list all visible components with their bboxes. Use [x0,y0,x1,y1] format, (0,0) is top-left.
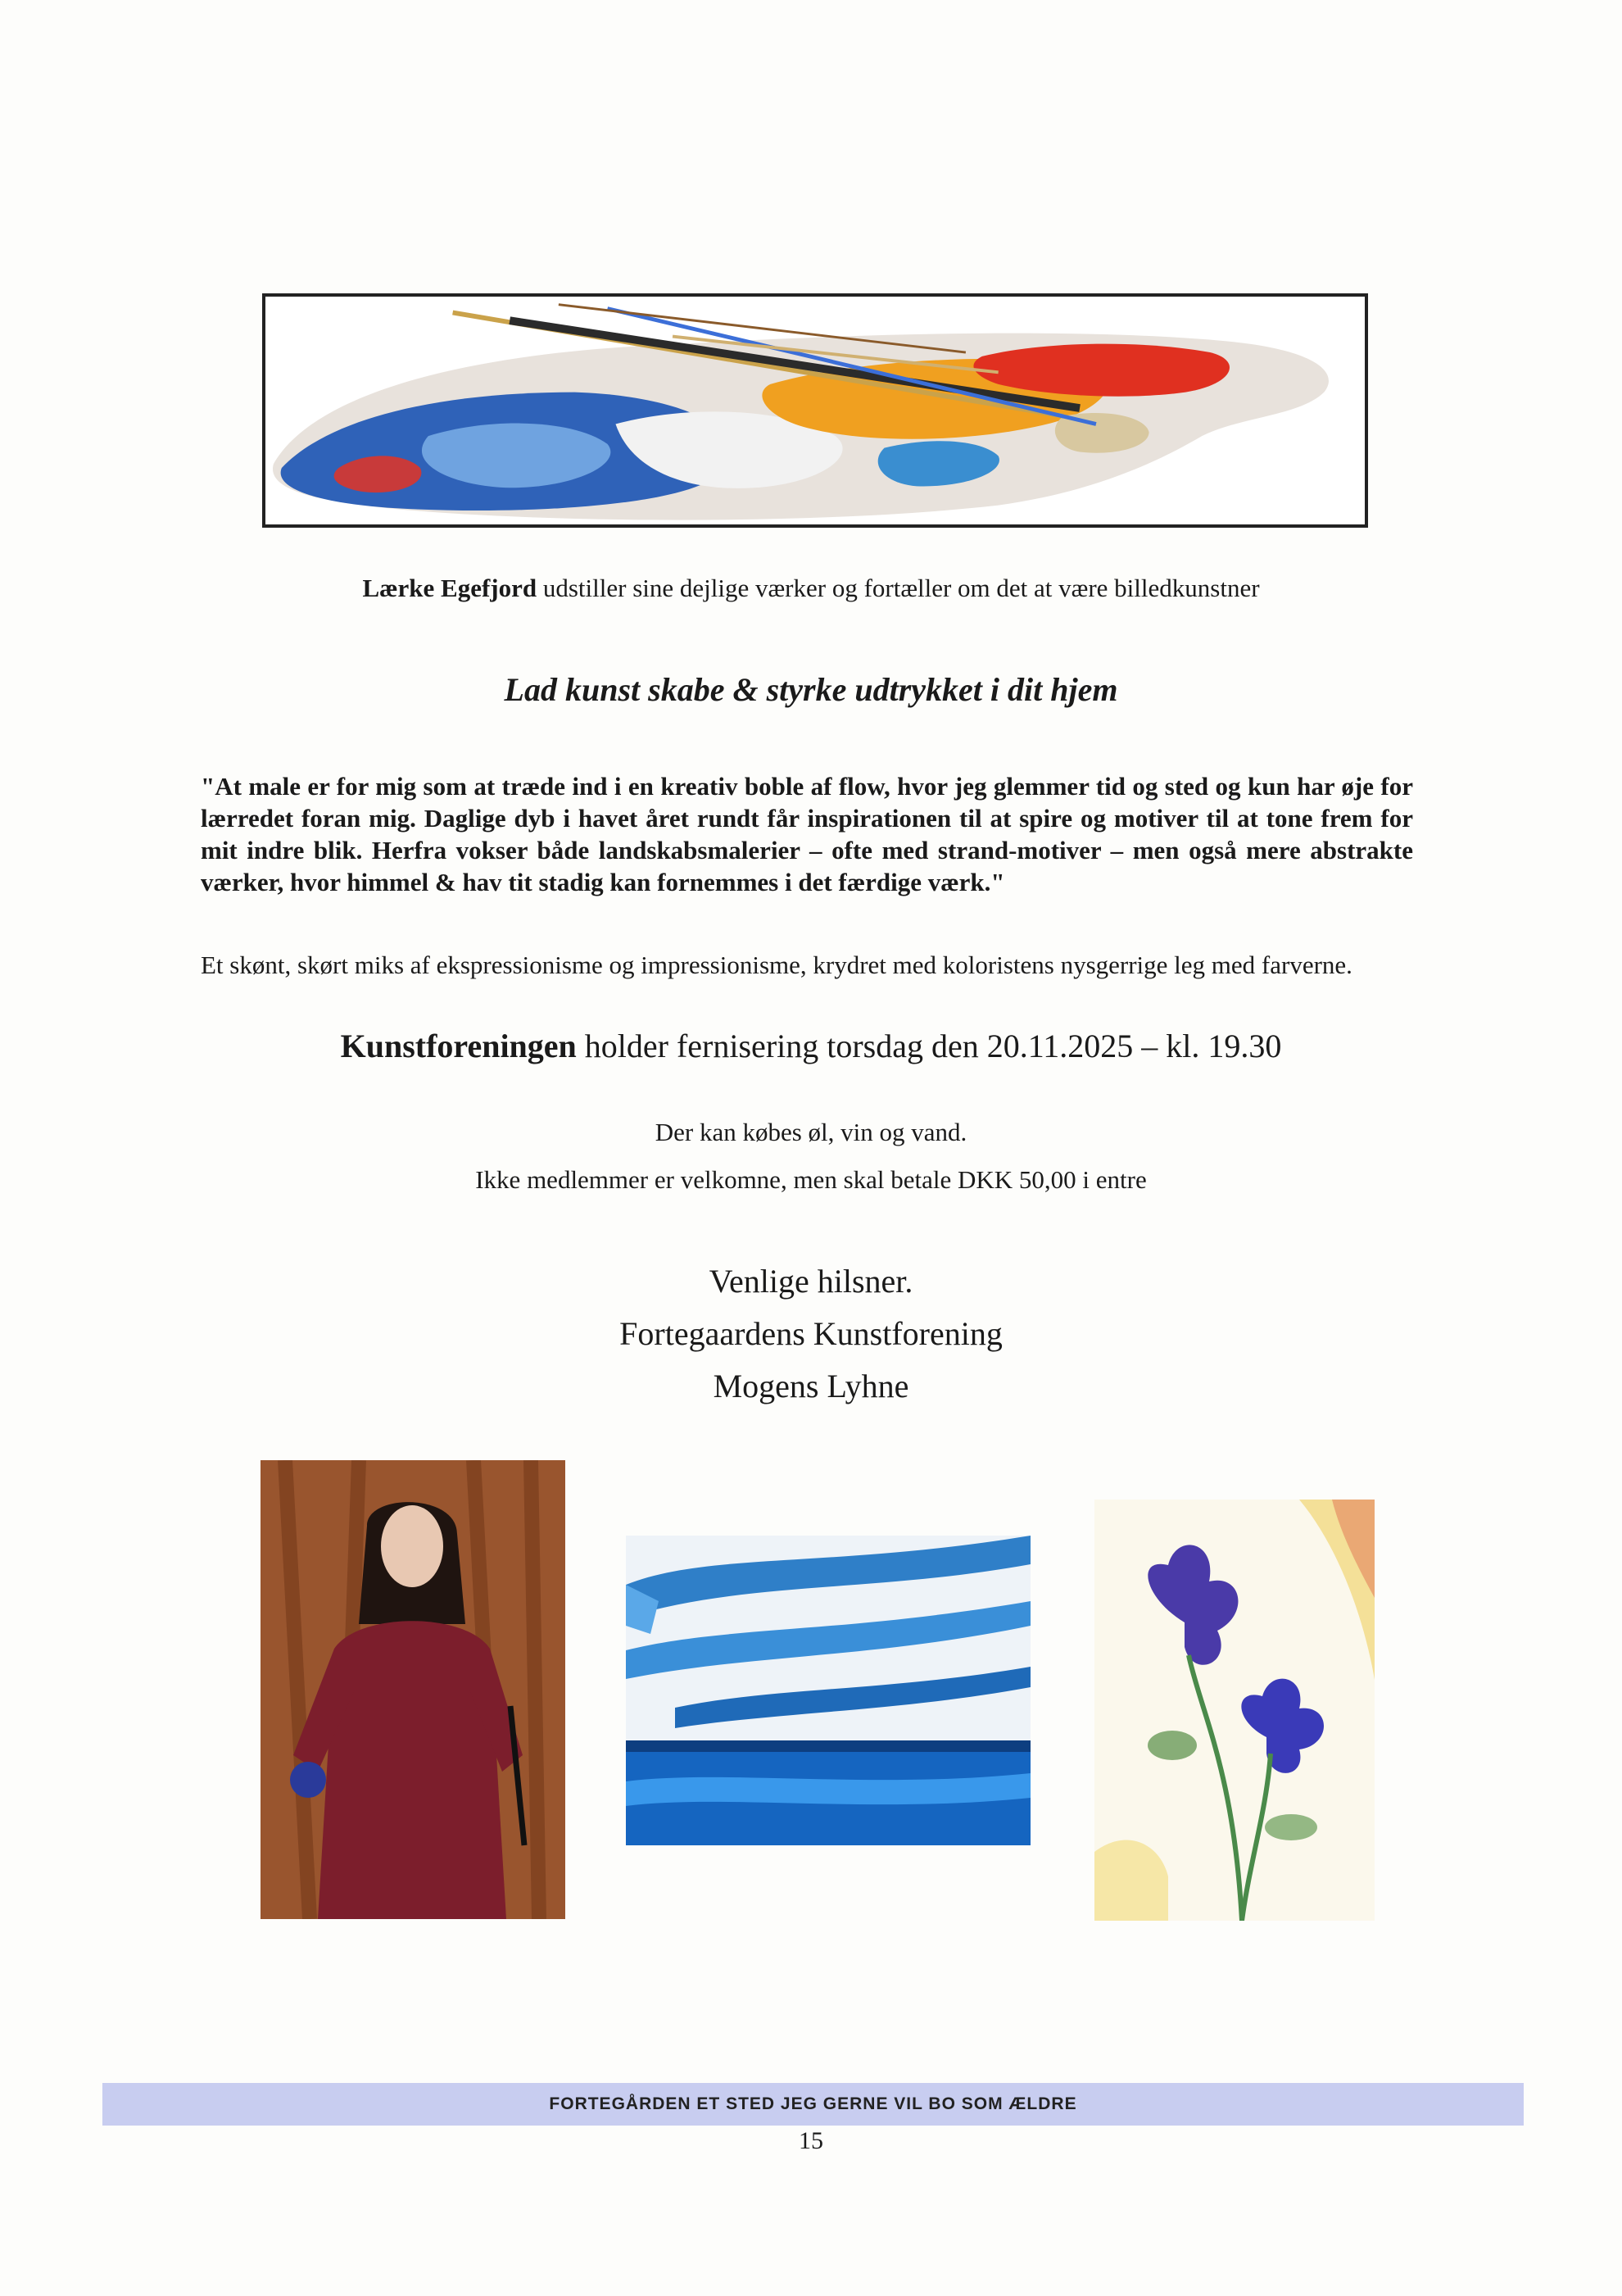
page-number: 15 [799,2127,823,2154]
artist-intro [0,574,1622,603]
art-description: Et skønt, skørt miks af ekspressionisme og impressionisme, krydret med koloristens nysgerrige leg med farverne. [201,951,1352,979]
tagline: Lad kunst skabe & styrke udtrykket i dit hjem [504,671,1118,708]
artist-quote: "At male er for mig som at træde ind i en kreativ boble af flow, hvor jeg glemmer tid og sted og kun har øje for lærredet foran mig. Daglige dyb i havet året rundt får inspirationen til at spire og motiver til at tone frem for mit indre blik. Herfra vokser både landskabsmalerier – ofte med strand-motiver – men også mere abstrakte værker, hvor himmel & hav tit stadig kan fornemmes i det færdige værk." [201,772,1413,896]
vernissage-announcement [0,1027,1622,1065]
seascape-painting-image [626,1536,1031,1845]
artist-name: Lærke Egefjord [362,574,537,602]
drinks-info: Der kan købes øl, vin og vand. [655,1118,967,1146]
signature-organization: Fortegaardens Kunstforening [619,1315,1003,1352]
announcement-text: holder fernisering torsdag den 20.11.2025 – kl. 19.30 [576,1028,1282,1064]
entry-fee-info: Ikke medlemmer er velkomne, men skal betale DKK 50,00 i entre [475,1165,1147,1194]
organizer-name: Kunstforeningen [340,1028,577,1064]
artist-intro-text: udstiller sine dejlige værker og fortæller om det at være billedkunstner [537,574,1260,602]
flower-painting-image [1094,1500,1375,1921]
footer-banner: FORTEGÅRDEN ET STED JEG GERNE VIL BO SOM ÆLDRE [102,2083,1524,2126]
signature-name: Mogens Lyhne [713,1368,909,1404]
greeting-line: Venlige hilsner. [709,1263,913,1300]
artist-portrait-image [261,1460,565,1919]
palette-image [262,293,1368,528]
